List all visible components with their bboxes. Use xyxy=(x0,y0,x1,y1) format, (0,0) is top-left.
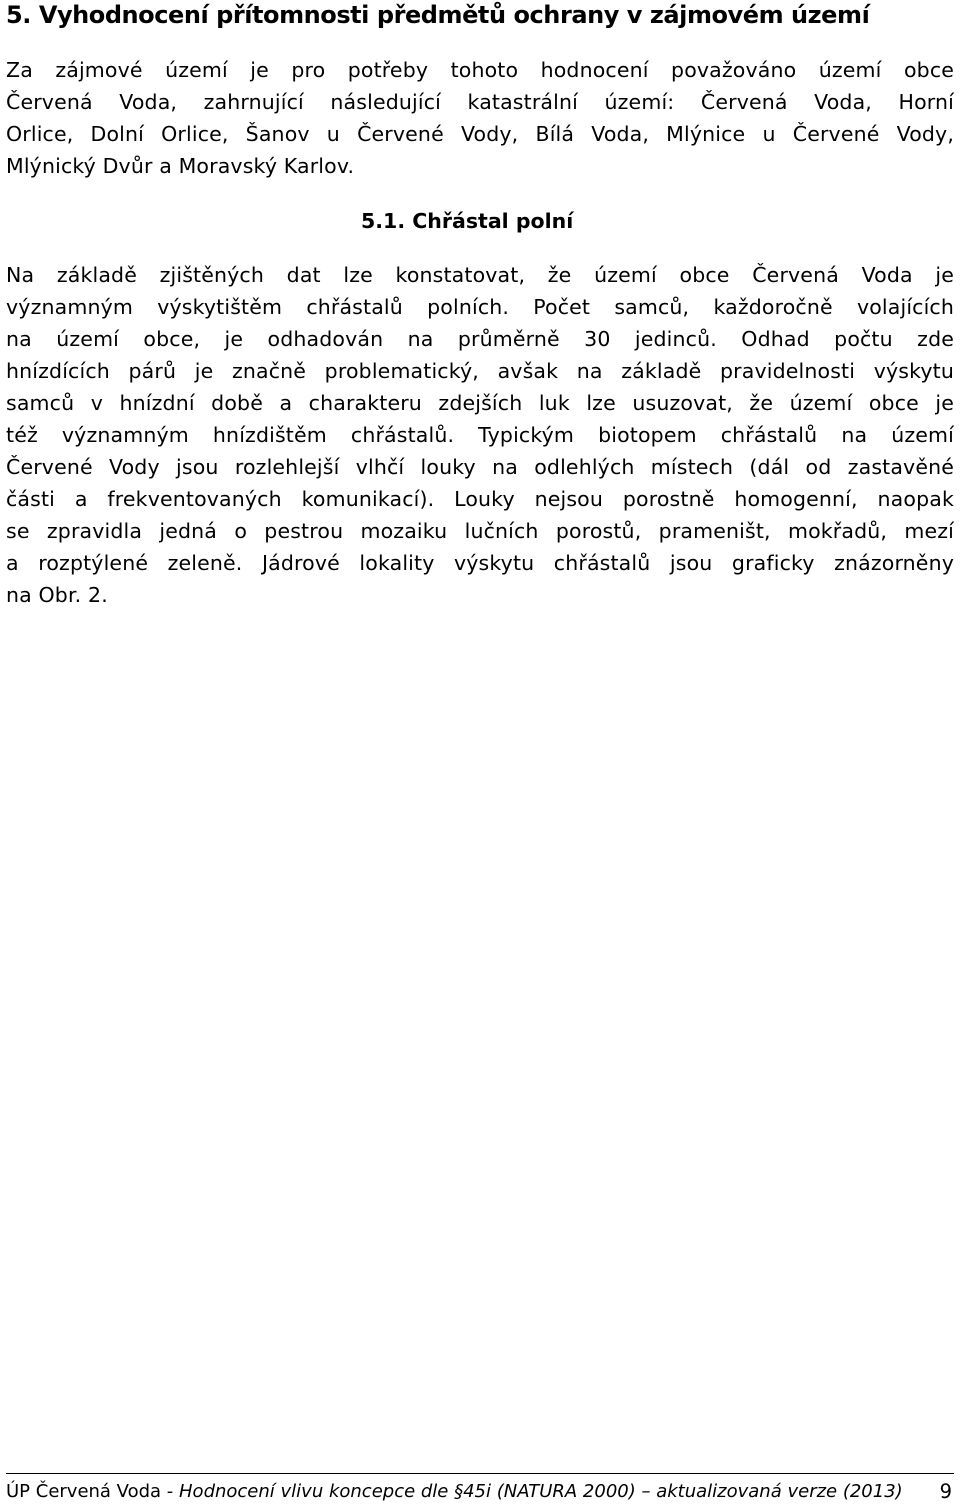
body-line: se zpravidla jedná o pestrou mozaiku lučních porostů, prameništ, mokřadů, mezí xyxy=(6,519,954,543)
body-line: části a frekventovaných komunikací). Louky nejsou porostně homogenní, naopak xyxy=(6,487,954,511)
intro-paragraph xyxy=(6,54,954,182)
body-line: na území obce, je odhadován na průměrně 30 jedinců. Odhad počtu zde xyxy=(6,327,954,351)
intro-line: Mlýnický Dvůr a Moravský Karlov. xyxy=(6,154,355,178)
subsection-heading: 5.1. Chřástal polní xyxy=(361,209,574,233)
body-line: samců v hnízdní době a charakteru zdejších luk lze usuzovat, že území obce je xyxy=(6,391,954,415)
section-heading: 5. Vyhodnocení přítomnosti předmětů ochrany v zájmovém území xyxy=(6,1,870,29)
body-line: hnízdících párů je značně problematický, avšak na základě pravidelnosti výskytu xyxy=(6,359,954,383)
page-footer xyxy=(6,1473,954,1503)
footer-text xyxy=(6,1478,903,1506)
body-line: též významným hnízdištěm chřástalů. Typickým biotopem chřástalů na území xyxy=(6,423,954,447)
intro-line: Červená Voda, zahrnující následující katastrální území: Červená Voda, Horní xyxy=(6,90,954,114)
page-number: 9 xyxy=(939,1480,952,1503)
footer-doc-description: Hodnocení vlivu koncepce dle §45i (NATURA 2000) – aktualizovaná verze (2013) xyxy=(179,1481,903,1502)
body-line: významným výskytištěm chřástalů polních. Počet samců, každoročně volajících xyxy=(6,295,954,319)
body-line: na Obr. 2. xyxy=(6,583,108,607)
intro-line: Za zájmové území je pro potřeby tohoto hodnocení považováno území obce xyxy=(6,58,954,82)
body-line: Červené Vody jsou rozlehlejší vlhčí louky na odlehlých místech (dál od zastavěné xyxy=(6,455,954,479)
footer-doc-name: ÚP Červená Voda - xyxy=(6,1481,180,1502)
body-paragraph xyxy=(6,259,954,611)
body-line: a rozptýlené zeleně. Jádrové lokality výskytu chřástalů jsou graficky znázorněny xyxy=(6,551,954,575)
body-line: Na základě zjištěných dat lze konstatovat, že území obce Červená Voda je xyxy=(6,263,954,287)
intro-line: Orlice, Dolní Orlice, Šanov u Červené Vody, Bílá Voda, Mlýnice u Červené Vody, xyxy=(6,122,954,146)
